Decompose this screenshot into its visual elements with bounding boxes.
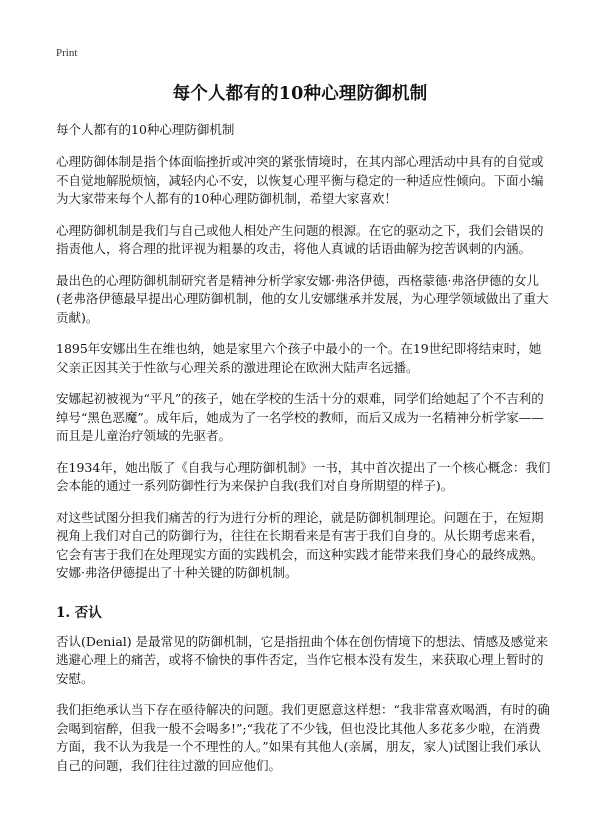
section-heading-denial: 1. 否认 bbox=[56, 604, 102, 621]
paragraph-theory: 对这些试图分担我们痛苦的行为进行分析的理论，就是防御机制理论。问题在于，在短期视角上我们对自己的防御行为，往往在长期看来是有害于我们自身的。从长期考虑来看，它会有害于我们在处理现实方面的实践机会，而这种实践才能带来我们身心的最终成熟。安娜·弗洛伊德提出了十种关键的防御机制。 bbox=[56, 509, 544, 580]
paragraph-birth: 1895年安娜出生在维也纳，她是家里六个孩子中最小的一个。在19世纪即将结束时，她父亲正因其关于性欲与心理关系的激进理论在欧洲大陆声名远播。 bbox=[56, 341, 542, 375]
paragraph-denial-definition: 否认(Denial) 是最常见的防御机制，它是指扭曲个体在创伤情境下的想法、情感及感觉来逃避心理上的痛苦，或将不愉快的事件否定，当作它根本没有发生，来获取心理上暂时的安慰。 bbox=[56, 633, 549, 686]
paragraph-book-1934: 在1934年，她出版了《自我与心理防御机制》一书，其中首次提出了一个核心概念：我们会本能的通过一系列防御性行为来保护自我(我们对自身所期望的样子)。 bbox=[56, 459, 551, 493]
article-subtitle: 每个人都有的10种心理防御机制 bbox=[56, 122, 235, 137]
paragraph-denial-example: 我们拒绝承认当下存在亟待解决的问题。我们更愿意这样想：“我非常喜欢喝酒，有时的确会喝到宿醉，但我一般不会喝多!”;“我花了不少钱，但也没比其他人多花多少啦，在消费方面，我不认为我是一个不理性的人。”如果有其他人(亲属，朋友，家人)试图让我们承认自己的问题，我们往往过激的回应他们。 bbox=[56, 702, 550, 773]
paragraph-root-cause: 心理防御机制是我们与自己或他人相处产生问题的根源。在它的驱动之下，我们会错误的指责他人，将合理的批评视为粗暴的攻击，将他人真诚的话语曲解为挖苦讽刺的内涵。 bbox=[56, 222, 544, 256]
paragraph-anna-freud: 最出色的心理防御机制研究者是精神分析学家安娜·弗洛伊德，西格蒙德·弗洛伊德的女儿(老弗洛伊德最早提出心理防御机制，他的女儿安娜继承并发展，为心理学领域做出了重大贡献)。 bbox=[56, 272, 549, 325]
article-body bbox=[56, 121, 552, 788]
paragraph-childhood: 安娜起初被视为“平凡”的孩子，她在学校的生活十分的艰难，同学们给她起了个不吉利的绰号“黑色恶魔”。成年后，她成为了一名学校的教师，而后又成为一名精神分析学家——而且是儿童治疗领域的先驱者。 bbox=[56, 391, 544, 443]
paragraph-intro: 心理防御体制是指个体面临挫折或冲突的紧张情境时，在其内部心理活动中具有的自觉或不自觉地解脱烦恼，减轻内心不安，以恢复心理平衡与稳定的一种适应性倾向。下面小编为大家带来每个人都有的10种心理防御机制，希望大家喜欢！ bbox=[56, 154, 544, 206]
print-link[interactable]: Print bbox=[56, 47, 78, 59]
page-title: 每个人都有的10种心理防御机制 bbox=[172, 84, 428, 104]
